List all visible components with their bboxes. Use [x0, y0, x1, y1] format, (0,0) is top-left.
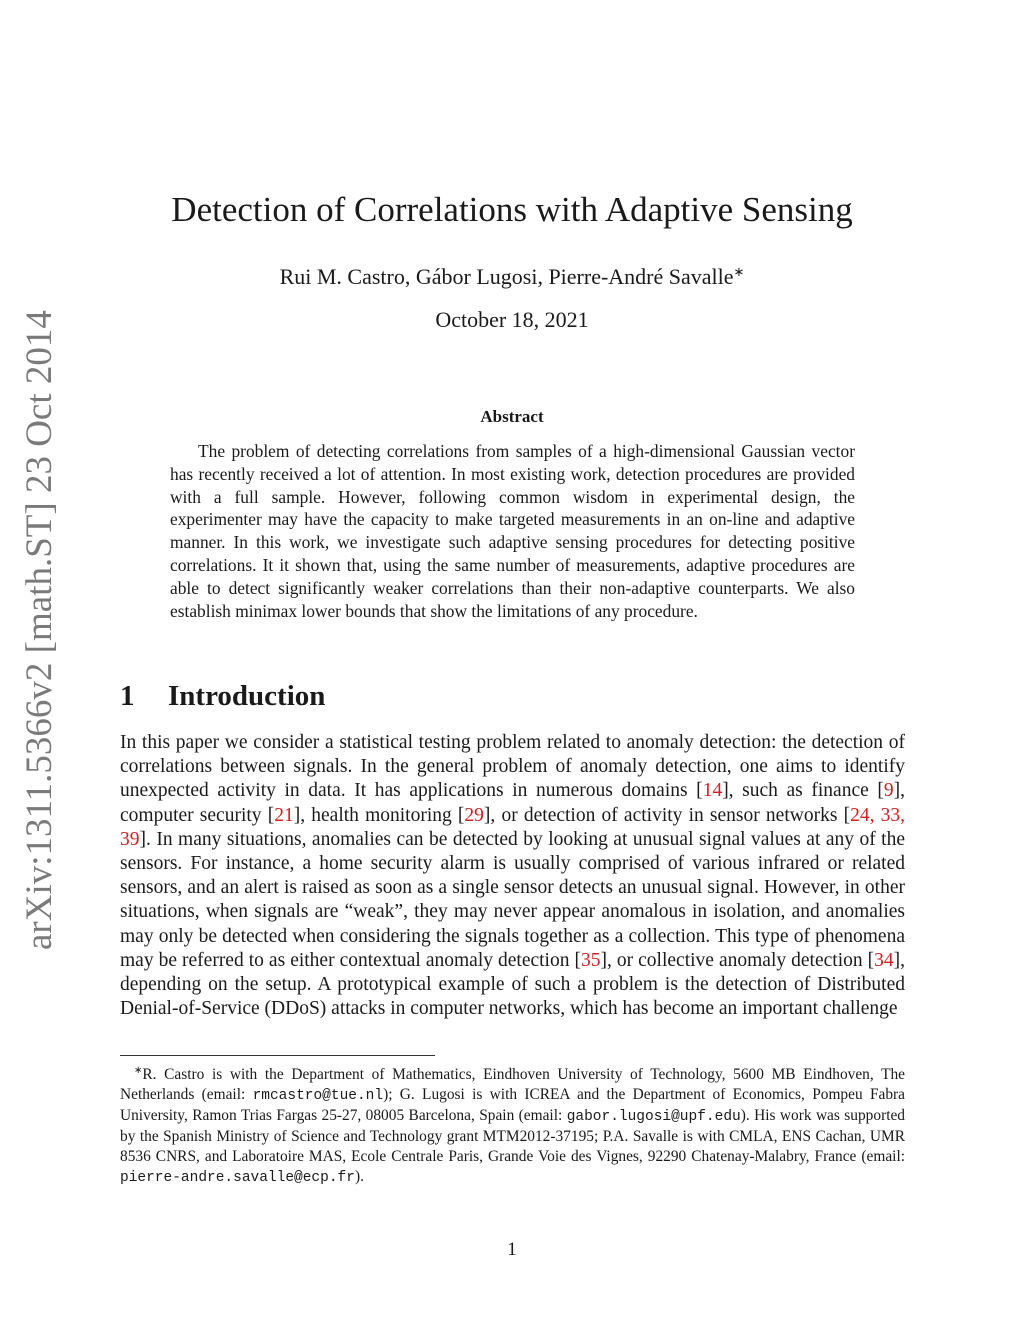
- author-footnote: [120, 1061, 905, 1188]
- citation-link[interactable]: 24, 33, 39: [120, 804, 905, 850]
- citation-link[interactable]: 35: [581, 949, 601, 971]
- intro-paragraph: [120, 731, 905, 1021]
- paper-date: October 18, 2021: [435, 307, 589, 332]
- citation-link[interactable]: 21: [274, 804, 294, 826]
- author-line: [0, 258, 1024, 291]
- citation-link[interactable]: 29: [464, 804, 484, 826]
- author-names: Rui M. Castro, Gábor Lugosi, Pierre-André Savalle: [279, 264, 734, 289]
- footnote-divider: [120, 1055, 435, 1056]
- section-heading: [120, 678, 325, 714]
- intro-text: In this paper we consider a statistical testing problem related to anomaly detection: the detection of correlations between signals. In the general problem of anomaly detection, one aims to identify unexpected activity in data. It has applications in numerous domains [: [120, 732, 905, 802]
- footnote-mark: ∗: [134, 1065, 143, 1076]
- section-title: Introduction: [168, 680, 326, 712]
- citation-link[interactable]: 9: [883, 780, 894, 802]
- paper-title: Detection of Correlations with Adaptive Sensing: [171, 190, 853, 229]
- email-link[interactable]: rmcastro@tue.nl: [252, 1088, 384, 1104]
- intro-text: ]. In many situations, anomalies can be detected by looking at unusual signal values at any of the sensors. For instance, a home security alarm is usually comprised of various infrared or related sensors, and an alert is raised as soon as a single sensor detects an unusual signal. However, in other situations, when signals are “weak”, they may never appear anomalous in isolation, and anomalies may only be detected when considering the signals together as a collection. This type of phenomena may be referred to as either contextual anomaly detection [: [120, 828, 905, 971]
- footnote-text: ). His work was supported by the Spanish Ministry of Science and Technology grant MTM2012-37195; P.A. Savalle is with CMLA, ENS Cachan, UMR 8536 CNRS, and Laboratoire MAS, Ecole Centrale Paris, Grande Voie des Vignes, 92290 Chatenay-Malabry, France (email:: [120, 1107, 905, 1165]
- page-number: 1: [507, 1239, 517, 1260]
- abstract-heading: Abstract: [480, 407, 544, 426]
- abstract-text: The problem of detecting correlations from samples of a high-dimensional Gaussian vector has recently received a lot of attention. In most existing work, detection procedures are provided with a full sample. However, following common wisdom in experimental design, the experimenter may have the capacity to make targeted measurements in an on-line and adaptive manner. In this work, we investigate such adaptive sensing procedures for detecting positive correlations. It it shown that, using the same number of measurements, adaptive procedures are able to detect significantly weaker correlations than their non-adaptive counterparts. We also establish minimax lower bounds that show the limitations of any procedure.: [170, 441, 855, 621]
- footnote-text: ); G. Lugosi is with ICREA and the Department of Economics, Pompeu Fabra University, Ramon Trias Fargas 25-27, 08005 Barcelona, Spain (email:: [120, 1086, 905, 1124]
- email-link[interactable]: pierre-andre.savalle@ecp.fr: [120, 1170, 355, 1186]
- intro-text: ], health monitoring [: [293, 804, 465, 826]
- author-footnote-mark: ∗: [733, 264, 745, 279]
- intro-text: ], or detection of activity in sensor networks [: [483, 804, 851, 826]
- citation-link[interactable]: 34: [874, 949, 894, 971]
- intro-text: ], depending on the setup. A prototypical example of such a problem is the detection of Distributed Denial-of-Service (DDoS) attacks in computer networks, which has become an important challenge: [120, 949, 905, 1020]
- section-number: 1: [120, 680, 135, 712]
- arxiv-identifier-stamp: arXiv:1311.5366v2 [math.ST] 23 Oct 2014: [19, 310, 60, 950]
- footnote-text: R. Castro is with the Department of Mathematics, Eindhoven University of Technology, 5600 MB Eindhoven, The Netherlands (email:: [120, 1066, 905, 1103]
- intro-text: ], computer security [: [120, 780, 905, 826]
- intro-text: ], such as finance [: [722, 780, 884, 802]
- footnote-text: ).: [354, 1168, 364, 1185]
- citation-link[interactable]: 14: [702, 780, 723, 802]
- intro-text: ], or collective anomaly detection [: [600, 949, 875, 971]
- email-link[interactable]: gabor.lugosi@upf.edu: [566, 1109, 741, 1125]
